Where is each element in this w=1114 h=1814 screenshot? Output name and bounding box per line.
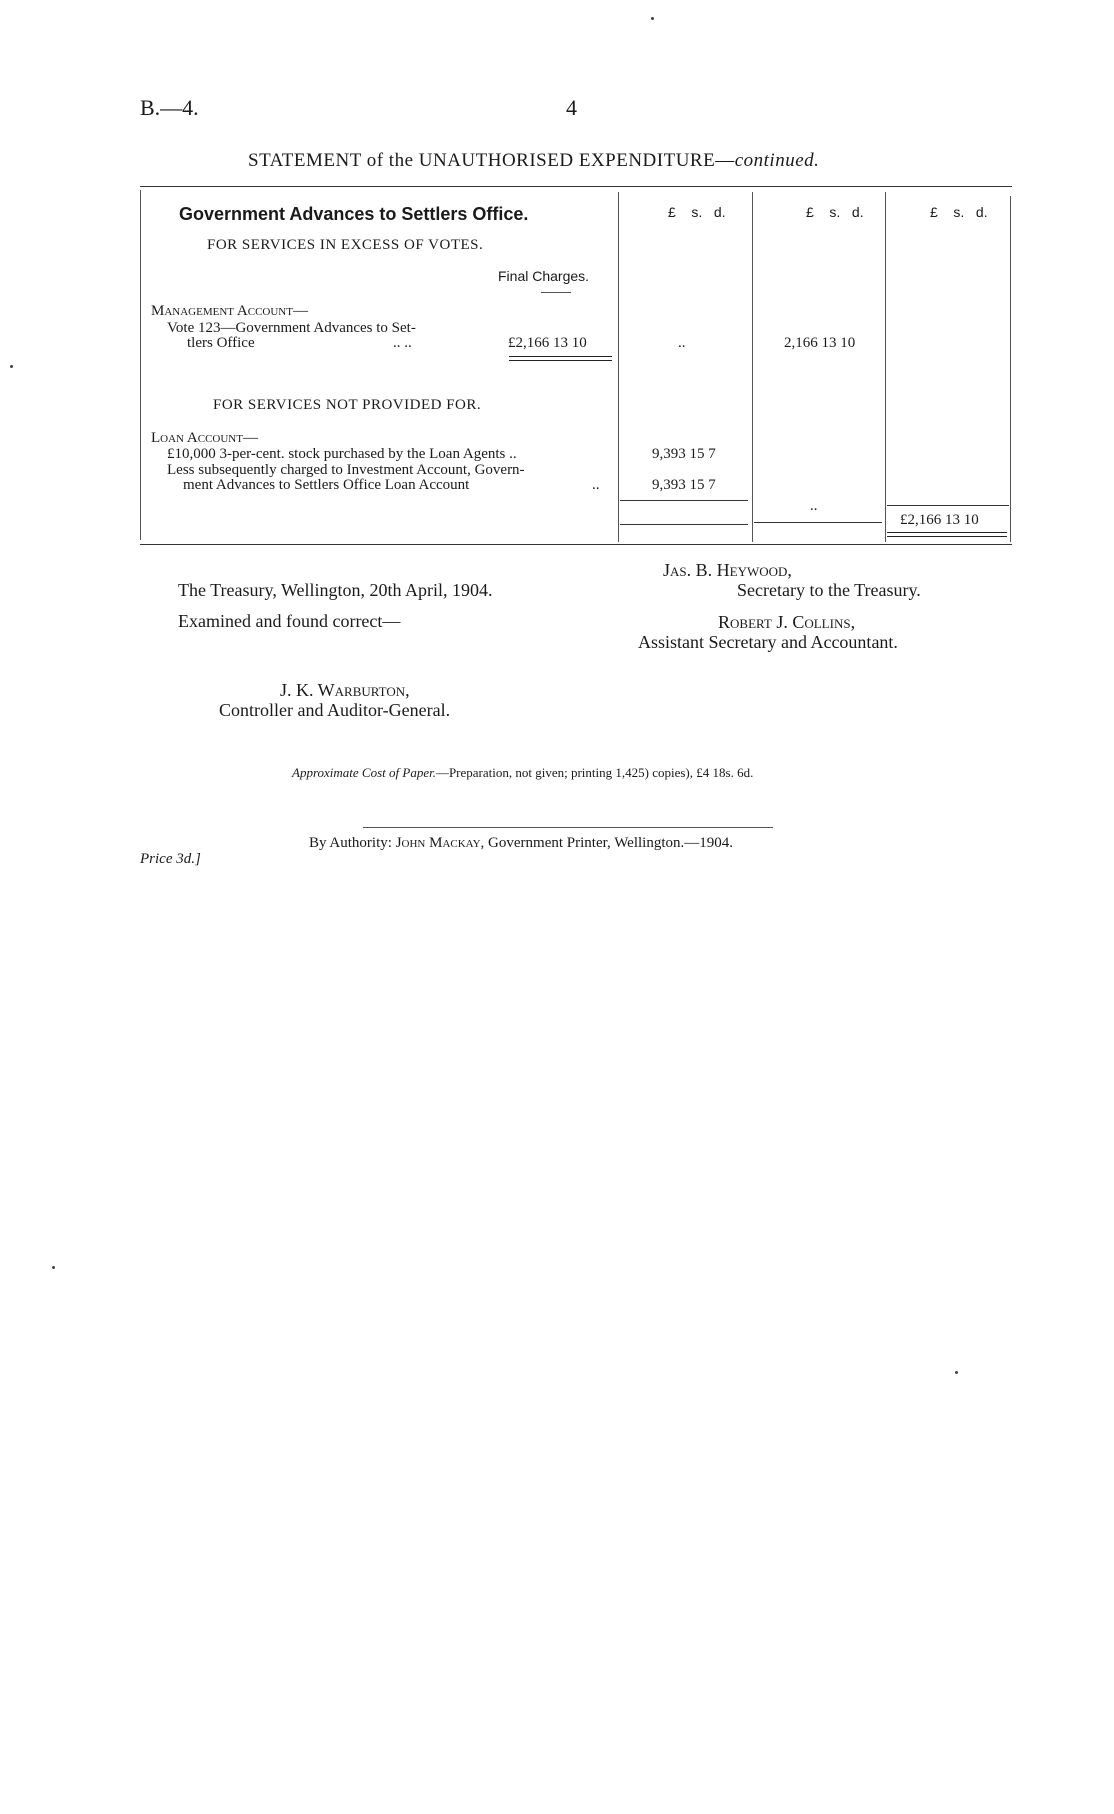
loan-total-rule — [620, 524, 748, 525]
price-note: Price 3d.] — [140, 851, 201, 867]
loan-line-3-leaders: .. — [592, 477, 600, 493]
column-divider-3 — [885, 192, 886, 542]
scan-speck — [52, 1266, 55, 1269]
vote-leaders: .. .. — [393, 335, 412, 351]
document-reference: B.—4. — [140, 95, 199, 120]
loan-amount-1: 9,393 15 7 — [652, 446, 716, 462]
scan-speck — [651, 17, 654, 20]
col2-section2-value: .. — [810, 498, 818, 514]
loan-line-1: £10,000 3-per-cent. stock purchased by the Loan Agents .. — [167, 446, 517, 462]
footer-rule — [363, 827, 773, 828]
column-header-2: £ s. d. — [806, 204, 864, 220]
vote-amount-double-rule — [509, 356, 612, 361]
vote-line-2: tlers Office — [187, 335, 255, 351]
final-charges-label: Final Charges. — [498, 268, 590, 284]
examined-line: Examined and found correct— — [178, 611, 401, 631]
vote-amount: £2,166 13 10 — [508, 335, 587, 351]
authority-rest: , Government Printer, Wellington.—1904. — [480, 835, 734, 851]
paper-cost-note — [292, 765, 753, 781]
table-top-rule — [140, 186, 1012, 187]
page-number: 4 — [566, 95, 577, 120]
signatory-collins-title: Assistant Secretary and Accountant. — [638, 632, 898, 652]
signatory-heywood-title: Secretary to the Treasury. — [737, 580, 921, 600]
column-divider-2 — [752, 192, 753, 542]
paper-cost-label: Approximate Cost of Paper. — [292, 765, 436, 780]
table-bottom-rule — [140, 544, 1012, 545]
authority-prefix: By Authority: — [309, 835, 396, 851]
section-subheading-excess: FOR SERVICES IN EXCESS OF VOTES. — [207, 237, 484, 253]
section-subheading-not-provided: FOR SERVICES NOT PROVIDED FOR. — [213, 397, 482, 413]
col1-section1-value: .. — [678, 335, 686, 351]
title-main: STATEMENT of the UNAUTHORISED EXPENDITURE— — [248, 150, 735, 171]
loan-line-3: ment Advances to Settlers Office Loan Account — [183, 477, 470, 493]
table-right-border — [1010, 196, 1011, 542]
column-divider-1 — [618, 192, 619, 542]
signatory-collins-name: Robert J. Collins, — [718, 612, 856, 632]
title-continued: continued. — [734, 150, 820, 171]
statement-title — [248, 150, 819, 172]
loan-account-label: Loan Account— — [151, 430, 258, 446]
scan-speck — [10, 365, 13, 368]
col2-section1-value: 2,166 13 10 — [784, 335, 856, 351]
column-header-3: £ s. d. — [930, 204, 988, 220]
printer-name: John Mackay — [395, 835, 481, 851]
management-account-label: Management Account— — [151, 303, 308, 319]
loan-amount-2: 9,393 15 7 — [652, 477, 716, 493]
signatory-warburton-name: J. K. Warburton, — [280, 680, 410, 700]
signatory-heywood-name: Jas. B. Heywood, — [663, 560, 792, 580]
vote-line-1: Vote 123—Government Advances to Set- — [167, 320, 416, 336]
paper-cost-text: —Preparation, not given; printing 1,425) copies), £4 18s. 6d. — [435, 765, 754, 780]
table-left-border — [140, 190, 141, 540]
column-header-1: £ s. d. — [668, 204, 726, 220]
grand-total: £2,166 13 10 — [900, 512, 979, 528]
treasury-date-line: The Treasury, Wellington, 20th April, 1904. — [178, 580, 493, 600]
col3-top-rule — [887, 505, 1009, 506]
section-heading: Government Advances to Settlers Office. — [179, 204, 529, 224]
printer-authority-line — [309, 835, 733, 852]
signatory-warburton-title: Controller and Auditor-General. — [219, 700, 451, 720]
loan-line-2: Less subsequently charged to Investment Account, Govern- — [167, 462, 525, 478]
final-charges-dash — [541, 292, 571, 293]
loan-subtotal-rule — [620, 500, 748, 501]
grand-total-double-rule — [887, 532, 1007, 537]
scan-speck — [955, 1371, 958, 1374]
col2-total-rule — [754, 522, 882, 523]
